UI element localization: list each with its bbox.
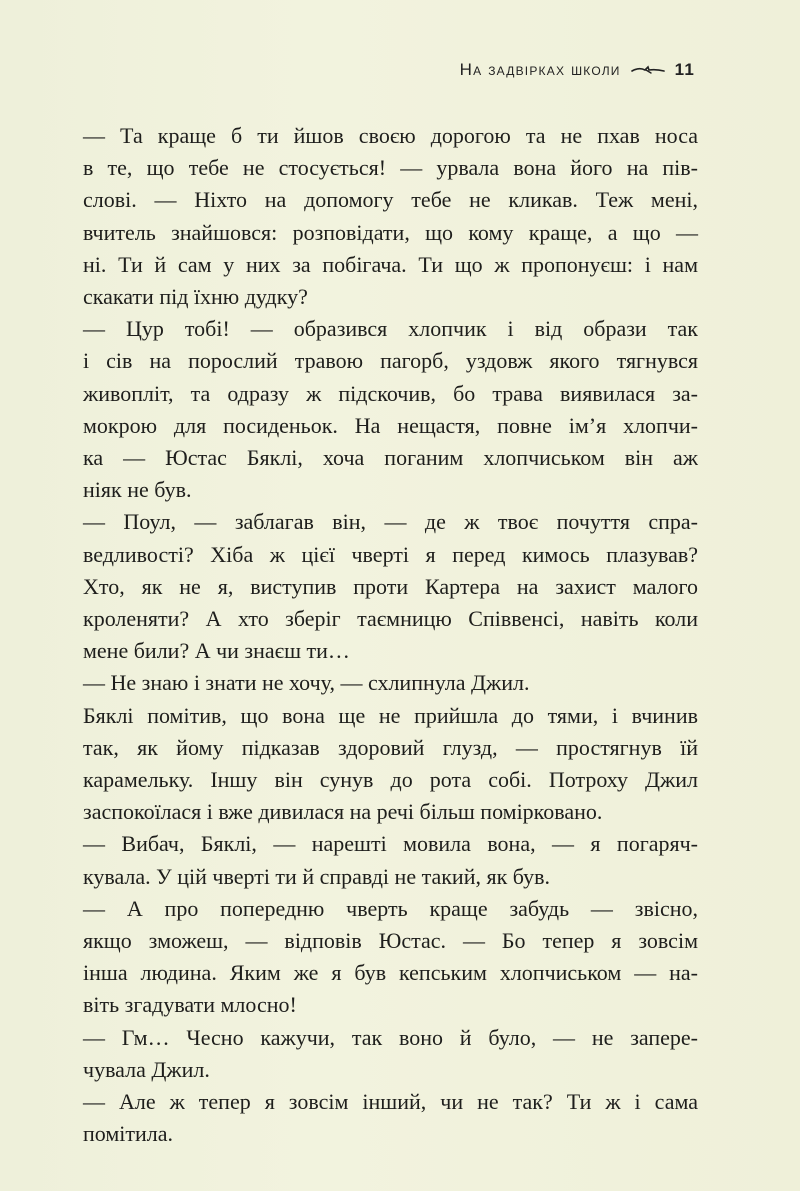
text-line: вчитель знайшовся: розповідати, що кому краще, а що — bbox=[83, 219, 698, 245]
body-text bbox=[83, 120, 698, 1151]
text-line: — Вибач, Бяклі, — нарешті мовила вона, — я погаряч- bbox=[83, 831, 698, 857]
text-line: ніяк не був. bbox=[83, 477, 192, 503]
text-line: слові. — Ніхто на допомогу тебе не кликав. Теж мені, bbox=[83, 187, 698, 213]
text-line: чувала Джил. bbox=[83, 1056, 210, 1082]
text-line: і сів на порослий травою пагорб, уздовж якого тягнувся bbox=[83, 348, 698, 374]
running-title: На задвірках школи bbox=[459, 60, 621, 79]
text-line: скакати під їхню дудку? bbox=[83, 284, 308, 310]
paragraph bbox=[83, 893, 698, 1022]
text-line: якщо зможеш, — відповів Юстас. — Бо тепер я зовсім bbox=[83, 928, 698, 954]
text-line: інша людина. Яким же я був кепським хлопчиськом — на- bbox=[83, 960, 698, 986]
paragraph bbox=[83, 1022, 698, 1086]
text-line: мене били? А чи знаєш ти… bbox=[83, 638, 350, 664]
paragraph bbox=[83, 1086, 698, 1150]
paragraph bbox=[83, 120, 698, 313]
text-line: живопліт, та одразу ж підскочив, бо трава виявилася за- bbox=[83, 380, 698, 406]
text-line: мокрою для посиденьок. На нещастя, повне ім’я хлопчи- bbox=[83, 412, 698, 438]
paragraph bbox=[83, 828, 698, 892]
arrow-ornament-icon bbox=[631, 64, 665, 76]
paragraph bbox=[83, 700, 698, 829]
text-line: заспокоїлася і вже дивилася на речі більш поміркованo. bbox=[83, 799, 603, 825]
text-line: ведливості? Хіба ж цієї чверті я перед кимось плазував? bbox=[83, 541, 698, 567]
paragraph bbox=[83, 667, 698, 699]
paragraph bbox=[83, 313, 698, 506]
text-line: Хто, як не я, виступив проти Картера на захист малого bbox=[83, 573, 698, 599]
text-line: помітила. bbox=[83, 1121, 174, 1147]
text-line: ні. Ти й сам у них за побігача. Ти що ж пропонуєш: і нам bbox=[83, 251, 698, 277]
text-line: — Цур тобі! — образився хлопчик і від образи так bbox=[83, 316, 698, 342]
text-line: — Поул, — заблагав він, — де ж твоє почуття спра- bbox=[83, 509, 698, 535]
text-line: так, як йому підказав здоровий глузд, — простягнув їй bbox=[83, 734, 698, 760]
text-line: — А про попередню чверть краще забудь — звісно, bbox=[83, 895, 698, 921]
running-header bbox=[460, 60, 695, 80]
paragraph bbox=[83, 506, 698, 667]
text-line: кроленяти? А хто зберіг таємницю Співвенсі, навіть коли bbox=[83, 606, 698, 632]
text-line: Бяклі помітив, що вона ще не прийшла до тями, і вчинив bbox=[83, 702, 698, 728]
text-line: ка — Юстас Бяклі, хоча поганим хлопчиськом він аж bbox=[83, 445, 698, 471]
page-number: 11 bbox=[674, 60, 695, 79]
text-line: кувала. У цій чверті ти й справді не такий, як був. bbox=[83, 863, 551, 889]
text-line: — Але ж тепер я зовсім інший, чи не так? Ти ж і сама bbox=[83, 1089, 698, 1115]
text-line: — Гм… Чесно кажучи, так воно й було, — не запере- bbox=[83, 1024, 698, 1050]
text-line: карамельку. Іншу він сунув до рота собі. Потроху Джил bbox=[83, 767, 698, 793]
text-line: віть згадувати млосно! bbox=[83, 992, 297, 1018]
text-line: — Не знаю і знати не хочу, — схлипнула Джил. bbox=[83, 670, 530, 696]
text-line: в те, що тебе не стосується! — урвала вона його на пів- bbox=[83, 155, 698, 181]
text-line: — Та краще б ти йшов своєю дорогою та не пхав носа bbox=[83, 123, 698, 148]
